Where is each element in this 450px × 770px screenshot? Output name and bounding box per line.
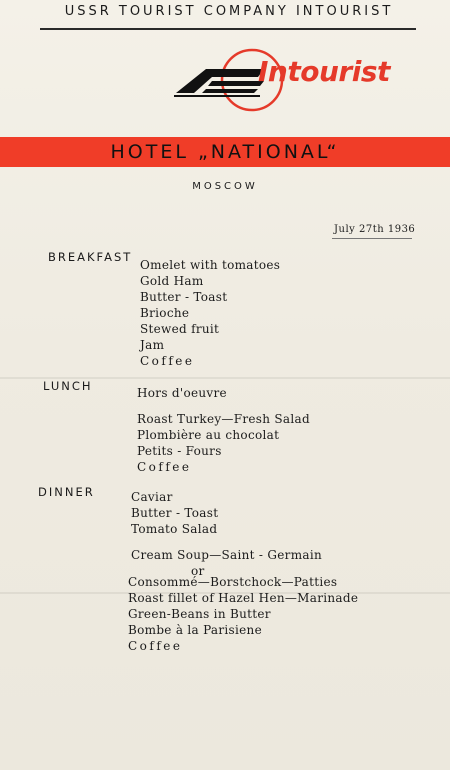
menu-item: Petits - Fours	[137, 444, 222, 458]
menu-item: Consommé—Borstchock—Patties	[128, 575, 338, 589]
menu-item: Cream Soup—Saint - Germain	[131, 548, 322, 562]
menu-item: Caviar	[131, 490, 173, 504]
menu-item: Gold Ham	[140, 274, 204, 288]
menu-item: Omelet with tomatoes	[140, 258, 281, 272]
menu-item: Bombe à la Parisiene	[128, 623, 262, 637]
menu-item: Brioche	[140, 306, 190, 320]
menu-item: Green-Beans in Butter	[128, 607, 271, 621]
section-breakfast-title: BREAKFAST	[48, 250, 133, 264]
menu-or: or	[191, 564, 205, 578]
menu-item: Coffee	[137, 460, 192, 474]
hotel-name: HOTEL „NATIONAL“	[110, 141, 340, 163]
section-dinner-title: DINNER	[38, 485, 95, 499]
menu-item: Butter - Toast	[140, 290, 228, 304]
menu-item: Roast fillet of Hazel Hen—Marinade	[128, 591, 359, 605]
menu-item: Stewed fruit	[140, 322, 220, 336]
dinner-items-continued	[128, 574, 358, 654]
date-underline	[332, 238, 412, 239]
menu-item: Jam	[140, 338, 165, 352]
breakfast-items	[140, 257, 280, 369]
menu-item: Butter - Toast	[131, 506, 219, 520]
city-name: MOSCOW	[192, 181, 258, 192]
lunch-items	[137, 385, 310, 475]
intourist-logo	[172, 45, 390, 115]
section-lunch-title: LUNCH	[43, 379, 93, 393]
menu-item: Coffee	[128, 639, 183, 653]
company-name: USSR TOURIST COMPANY INTOURIST	[64, 4, 394, 19]
dinner-items	[131, 489, 322, 579]
logo-wordmark: Intourist	[258, 55, 390, 88]
menu-item: Hors d'oeuvre	[137, 386, 227, 400]
menu-item: Roast Turkey—Fresh Salad	[137, 412, 310, 426]
menu-item: Tomato Salad	[131, 522, 218, 536]
menu-date: July 27th 1936	[334, 224, 416, 235]
company-underline	[40, 28, 416, 30]
menu-item: Coffee	[140, 354, 195, 368]
menu-item: Plombière au chocolat	[137, 428, 280, 442]
